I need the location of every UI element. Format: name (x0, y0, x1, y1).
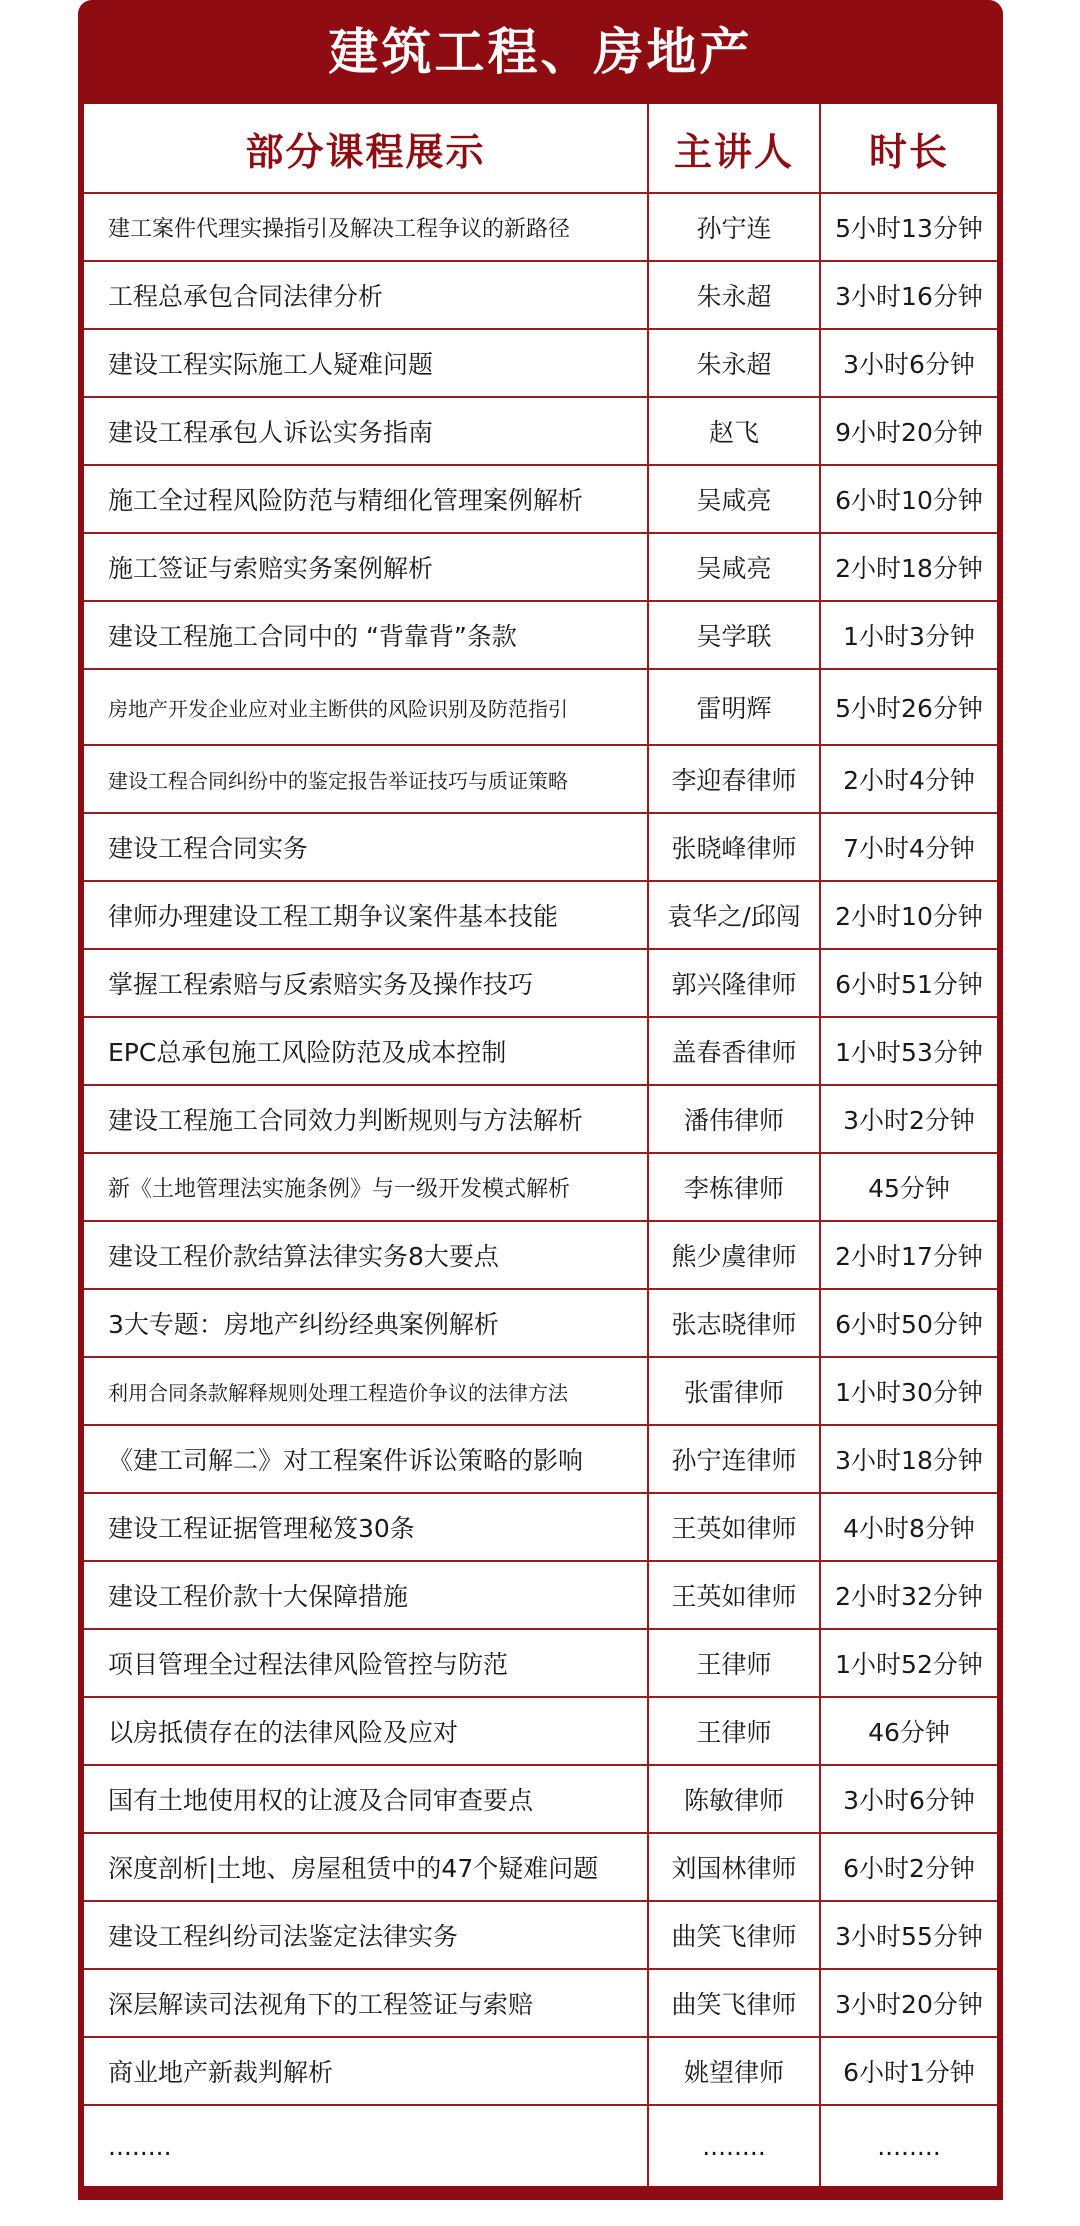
course-title: 商业地产新裁判解析 (84, 2038, 649, 2104)
course-duration: 1小时3分钟 (843, 622, 975, 651)
table-row (84, 328, 997, 396)
course-title: 深层解读司法视角下的工程签证与索赔 (84, 1970, 649, 2036)
section-title: 建筑工程、房地产 (328, 23, 753, 81)
table-row (84, 192, 997, 260)
course-title: ........ (84, 2106, 649, 2186)
table-row (84, 1288, 997, 1356)
speaker-name: 雷明辉 (649, 670, 821, 744)
course-title: 施工全过程风险防范与精细化管理案例解析 (84, 466, 649, 532)
table-row (84, 812, 997, 880)
speaker-name: 张雷律师 (649, 1358, 821, 1424)
course-title: 建工案件代理实操指引及解决工程争议的新路径 (84, 194, 649, 260)
course-duration: 7小时4分钟 (843, 834, 975, 863)
course-title: 建设工程承包人诉讼实务指南 (84, 398, 649, 464)
course-duration: 1小时53分钟 (835, 1038, 983, 1067)
course-duration: 3小时20分钟 (835, 1990, 983, 2019)
speaker-name: 孙宁连 (649, 194, 821, 260)
course-duration: 2小时4分钟 (843, 766, 975, 795)
course-title: 律师办理建设工程工期争议案件基本技能 (84, 882, 649, 948)
speaker-name: 王律师 (649, 1698, 821, 1764)
speaker-name: 孙宁连律师 (649, 1426, 821, 1492)
speaker-name: 盖春香律师 (649, 1018, 821, 1084)
speaker-name: 赵飞 (649, 398, 821, 464)
course-title: 建设工程纠纷司法鉴定法律实务 (84, 1902, 649, 1968)
table-row (84, 1560, 997, 1628)
table-row (84, 1152, 997, 1220)
table-row (84, 744, 997, 812)
table-row (84, 1084, 997, 1152)
speaker-name: 陈敏律师 (649, 1766, 821, 1832)
course-duration: 2小时18分钟 (835, 554, 983, 583)
course-duration: 3小时55分钟 (835, 1922, 983, 1951)
course-title: 房地产开发企业应对业主断供的风险识别及防范指引 (84, 670, 649, 744)
speaker-name: 王英如律师 (649, 1494, 821, 1560)
course-title: 《建工司解二》对工程案件诉讼策略的影响 (84, 1426, 649, 1492)
course-title: 国有土地使用权的让渡及合同审查要点 (84, 1766, 649, 1832)
course-duration: 46分钟 (868, 1718, 950, 1747)
course-duration: 2小时17分钟 (835, 1242, 983, 1271)
course-duration: 6小时2分钟 (843, 1854, 975, 1883)
table-row (84, 1356, 997, 1424)
course-duration: 6小时51分钟 (835, 970, 983, 999)
speaker-name: 李栋律师 (649, 1154, 821, 1220)
speaker-name: 王英如律师 (649, 1562, 821, 1628)
course-table-frame (78, 0, 1003, 2200)
course-title: EPC总承包施工风险防范及成本控制 (84, 1018, 649, 1084)
table-row (84, 1968, 997, 2036)
table-row (84, 1900, 997, 1968)
speaker-name: 吴咸亮 (649, 534, 821, 600)
table-row (84, 1424, 997, 1492)
header-duration: 时长 (868, 129, 949, 174)
speaker-name: 熊少虞律师 (649, 1222, 821, 1288)
table-row (84, 2036, 997, 2104)
table-row (84, 948, 997, 1016)
header-speaker: 主讲人 (649, 104, 821, 192)
table-row (84, 668, 997, 744)
course-duration: 2小时32分钟 (835, 1582, 983, 1611)
table-row (84, 1492, 997, 1560)
course-duration: 1小时30分钟 (835, 1378, 983, 1407)
speaker-name: 吴学联 (649, 602, 821, 668)
course-title: 建设工程价款十大保障措施 (84, 1562, 649, 1628)
table-row (84, 880, 997, 948)
speaker-name: 张晓峰律师 (649, 814, 821, 880)
course-title: 项目管理全过程法律风险管控与防范 (84, 1630, 649, 1696)
course-title: 深度剖析|土地、房屋租赁中的47个疑难问题 (84, 1834, 649, 1900)
course-duration: 4小时8分钟 (843, 1514, 975, 1543)
table-row (84, 396, 997, 464)
course-title: 建设工程合同实务 (84, 814, 649, 880)
course-title: 工程总承包合同法律分析 (84, 262, 649, 328)
table-row (84, 1832, 997, 1900)
course-duration: 3小时6分钟 (843, 350, 975, 379)
course-duration: 5小时13分钟 (835, 214, 983, 243)
course-title: 建设工程证据管理秘笈30条 (84, 1494, 649, 1560)
course-table (84, 104, 997, 2186)
table-row (84, 260, 997, 328)
header-course: 部分课程展示 (84, 104, 649, 192)
speaker-name: 李迎春律师 (649, 746, 821, 812)
course-title: 建设工程施工合同中的 “背靠背”条款 (84, 602, 649, 668)
course-title: 建设工程价款结算法律实务8大要点 (84, 1222, 649, 1288)
course-title: 建设工程实际施工人疑难问题 (84, 330, 649, 396)
table-row (84, 1764, 997, 1832)
course-duration: 3小时2分钟 (843, 1106, 975, 1135)
course-duration: 2小时10分钟 (835, 902, 983, 931)
course-duration: 5小时26分钟 (835, 694, 983, 723)
speaker-name: 张志晓律师 (649, 1290, 821, 1356)
speaker-name: 曲笑飞律师 (649, 1970, 821, 2036)
speaker-name: 潘伟律师 (649, 1086, 821, 1152)
course-duration: 1小时52分钟 (835, 1650, 983, 1679)
course-duration: 6小时10分钟 (835, 486, 983, 515)
course-title: 建设工程施工合同效力判断规则与方法解析 (84, 1086, 649, 1152)
table-row (84, 1628, 997, 1696)
course-duration: 45分钟 (868, 1174, 950, 1203)
course-duration: ........ (877, 2131, 941, 2161)
course-title: 施工签证与索赔实务案例解析 (84, 534, 649, 600)
course-duration: 3小时6分钟 (843, 1786, 975, 1815)
speaker-name: ........ (649, 2106, 821, 2186)
speaker-name: 王律师 (649, 1630, 821, 1696)
course-title: 掌握工程索赔与反索赔实务及操作技巧 (84, 950, 649, 1016)
course-duration: 3小时16分钟 (835, 282, 983, 311)
course-title: 3大专题：房地产纠纷经典案例解析 (84, 1290, 649, 1356)
table-header (84, 104, 997, 192)
speaker-name: 姚望律师 (649, 2038, 821, 2104)
speaker-name: 朱永超 (649, 262, 821, 328)
table-row (84, 1016, 997, 1084)
course-duration: 6小时1分钟 (843, 2058, 975, 2087)
speaker-name: 刘国林律师 (649, 1834, 821, 1900)
course-duration: 6小时50分钟 (835, 1310, 983, 1339)
course-duration: 3小时18分钟 (835, 1446, 983, 1475)
table-row (84, 1220, 997, 1288)
table-row (84, 2104, 997, 2186)
speaker-name: 袁华之/邱闯 (649, 882, 821, 948)
course-duration: 9小时20分钟 (835, 418, 983, 447)
speaker-name: 郭兴隆律师 (649, 950, 821, 1016)
speaker-name: 吴咸亮 (649, 466, 821, 532)
course-title: 新《土地管理法实施条例》与一级开发模式解析 (84, 1154, 649, 1220)
speaker-name: 朱永超 (649, 330, 821, 396)
table-row (84, 532, 997, 600)
table-row (84, 464, 997, 532)
course-title: 建设工程合同纠纷中的鉴定报告举证技巧与质证策略 (84, 746, 649, 812)
speaker-name: 曲笑飞律师 (649, 1902, 821, 1968)
course-title: 以房抵债存在的法律风险及应对 (84, 1698, 649, 1764)
course-title: 利用合同条款解释规则处理工程造价争议的法律方法 (84, 1358, 649, 1424)
table-row (84, 600, 997, 668)
table-row (84, 1696, 997, 1764)
